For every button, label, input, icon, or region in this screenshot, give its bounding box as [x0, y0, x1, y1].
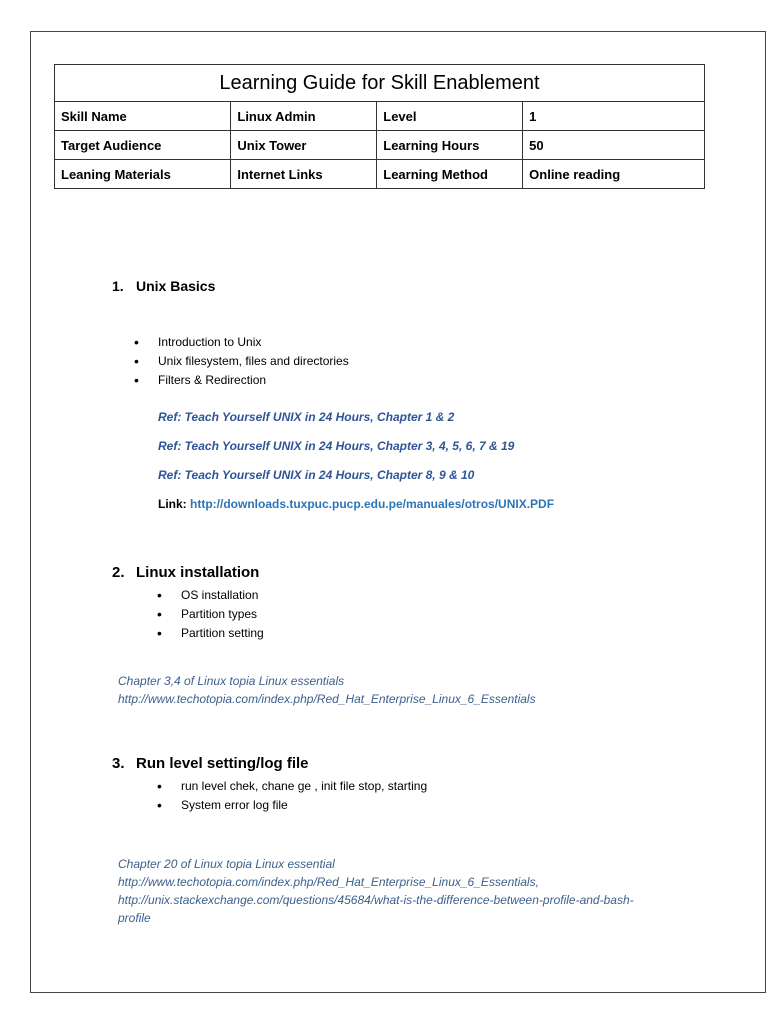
list-item: • Filters & Redirection [134, 371, 349, 390]
list-item: • Partition types [157, 605, 264, 624]
table-cell: Skill Name [55, 102, 231, 131]
reference-text: Ref: Teach Yourself UNIX in 24 Hours, Chapter 1 & 2 [158, 410, 455, 424]
table-cell: Learning Hours [377, 131, 523, 160]
table-cell: Level [377, 102, 523, 131]
note-block [118, 672, 698, 708]
section-heading-linux-installation [112, 564, 259, 581]
table-cell: Learning Method [377, 160, 523, 189]
table-cell: Target Audience [55, 131, 231, 160]
list-item: • OS installation [157, 586, 264, 605]
table-title: Learning Guide for Skill Enablement [55, 65, 705, 102]
table-cell: Internet Links [231, 160, 377, 189]
section-number: 1. [112, 278, 124, 294]
list-item: • Partition setting [157, 624, 264, 643]
table-cell: 50 [523, 131, 705, 160]
list-item: • Introduction to Unix [134, 333, 349, 352]
stackexchange-link-continued[interactable]: profile [118, 911, 151, 925]
section-title: Run level setting/log file [136, 755, 309, 772]
table-row [55, 102, 705, 131]
note-line: Chapter 3,4 of Linux topia Linux essentials [118, 674, 345, 688]
section-number: 2. [112, 564, 125, 581]
learning-guide-table [54, 64, 705, 189]
table-cell: Online reading [523, 160, 705, 189]
list-item: • Unix filesystem, files and directories [134, 352, 349, 371]
note-line: Chapter 20 of Linux topia Linux essential [118, 857, 335, 871]
link-line [158, 497, 554, 511]
section-number: 3. [112, 755, 125, 772]
techotopia-link[interactable]: http://www.techotopia.com/index.php/Red_Hat_Enterprise_Linux_6_Essentials, [118, 875, 539, 889]
note-block [118, 855, 698, 927]
unix-pdf-link[interactable]: http://downloads.tuxpuc.pucp.edu.pe/manuales/otros/UNIX.PDF [190, 497, 555, 511]
table-cell: 1 [523, 102, 705, 131]
reference-text: Ref: Teach Yourself UNIX in 24 Hours, Chapter 8, 9 & 10 [158, 468, 475, 482]
list-item: • run level chek, chane ge , init file stop, starting [157, 777, 427, 796]
table-cell: Unix Tower [231, 131, 377, 160]
bullet-list [134, 333, 349, 390]
bullet-list [157, 586, 264, 643]
techotopia-link[interactable]: http://www.techotopia.com/index.php/Red_Hat_Enterprise_Linux_6_Essentials [118, 692, 536, 706]
table-cell: Linux Admin [231, 102, 377, 131]
table-row [55, 160, 705, 189]
reference-text: Ref: Teach Yourself UNIX in 24 Hours, Chapter 3, 4, 5, 6, 7 & 19 [158, 439, 515, 453]
list-item: • System error log file [157, 796, 427, 815]
section-heading-unix-basics [112, 278, 215, 294]
bullet-list [157, 777, 427, 815]
section-title: Linux installation [136, 564, 260, 581]
section-title: Unix Basics [136, 278, 216, 294]
stackexchange-link[interactable]: http://unix.stackexchange.com/questions/45684/what-is-the-difference-between-profile-and-bash- [118, 893, 634, 907]
table-row [55, 131, 705, 160]
link-label: Link: [158, 497, 187, 511]
table-cell: Leaning Materials [55, 160, 231, 189]
section-heading-run-level [112, 755, 309, 772]
